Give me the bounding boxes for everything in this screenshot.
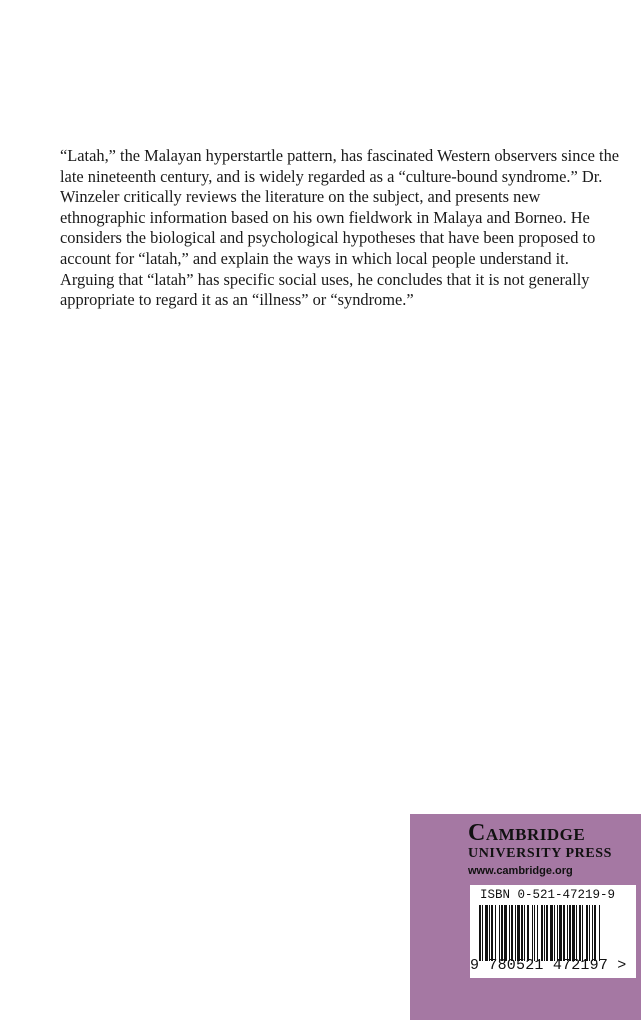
barcode-bar <box>537 905 538 961</box>
barcode-bar <box>544 905 545 961</box>
barcode-bar <box>532 905 533 961</box>
barcode-bar <box>515 905 516 961</box>
barcode-bar <box>582 905 583 961</box>
barcode-bar <box>546 905 548 961</box>
barcode-bar <box>579 905 581 961</box>
barcode-bar <box>482 905 483 961</box>
barcode-bar <box>491 905 493 961</box>
barcode-bar <box>576 905 577 961</box>
barcode-bar <box>557 905 558 961</box>
ean-number: 9 780521 472197 > <box>470 957 627 974</box>
barcode-bar <box>511 905 513 961</box>
barcode-panel <box>470 885 636 978</box>
publisher-name: Cambridge <box>468 820 586 846</box>
barcode-bar <box>567 905 568 961</box>
barcode-bar <box>485 905 488 961</box>
barcode-bar <box>599 905 600 961</box>
barcode-bar <box>563 905 565 961</box>
isbn-label: ISBN 0-521-47219-9 <box>480 888 616 902</box>
barcode-bar <box>594 905 596 961</box>
barcode-bar <box>499 905 500 961</box>
barcode-image <box>479 905 627 961</box>
barcode-bar <box>527 905 529 961</box>
publisher-box <box>410 814 641 1020</box>
barcode-bar <box>509 905 510 961</box>
barcode-bar <box>517 905 520 961</box>
barcode-bar <box>489 905 490 961</box>
barcode-bar <box>554 905 555 961</box>
barcode-bar <box>572 905 575 961</box>
barcode-bar <box>550 905 553 961</box>
barcode-bar <box>501 905 503 961</box>
barcode-bar <box>479 905 481 961</box>
barcode-bar <box>504 905 507 961</box>
publisher-subtitle: UNIVERSITY PRESS <box>468 846 613 861</box>
publisher-url: www.cambridge.org <box>468 865 573 877</box>
barcode-bar <box>559 905 562 961</box>
barcode-bar <box>495 905 496 961</box>
barcode-bar <box>534 905 535 961</box>
barcode-bar <box>589 905 590 961</box>
barcode-bar <box>541 905 543 961</box>
barcode-bar <box>586 905 588 961</box>
barcode-bar <box>592 905 593 961</box>
barcode-bar <box>524 905 525 961</box>
barcode-bar <box>521 905 523 961</box>
back-cover-blurb: “Latah,” the Malayan hyperstartle pattern, has fascinated Western observers since the late nineteenth century, and is widely regarded as a “culture-bound syndrome.” Dr. Winzeler critically reviews the literature on the subject, and presents new ethnographic information based on his own fieldwork in Malaya and Borneo. He considers the biological and psychological hypotheses that have been proposed to account for “latah,” and explain the ways in which local people understand it. Arguing that “latah” has specific social uses, he concludes that it is not generally appropriate to regard it as an “illness” or “syndrome.” <box>60 146 620 310</box>
barcode-bar <box>569 905 571 961</box>
